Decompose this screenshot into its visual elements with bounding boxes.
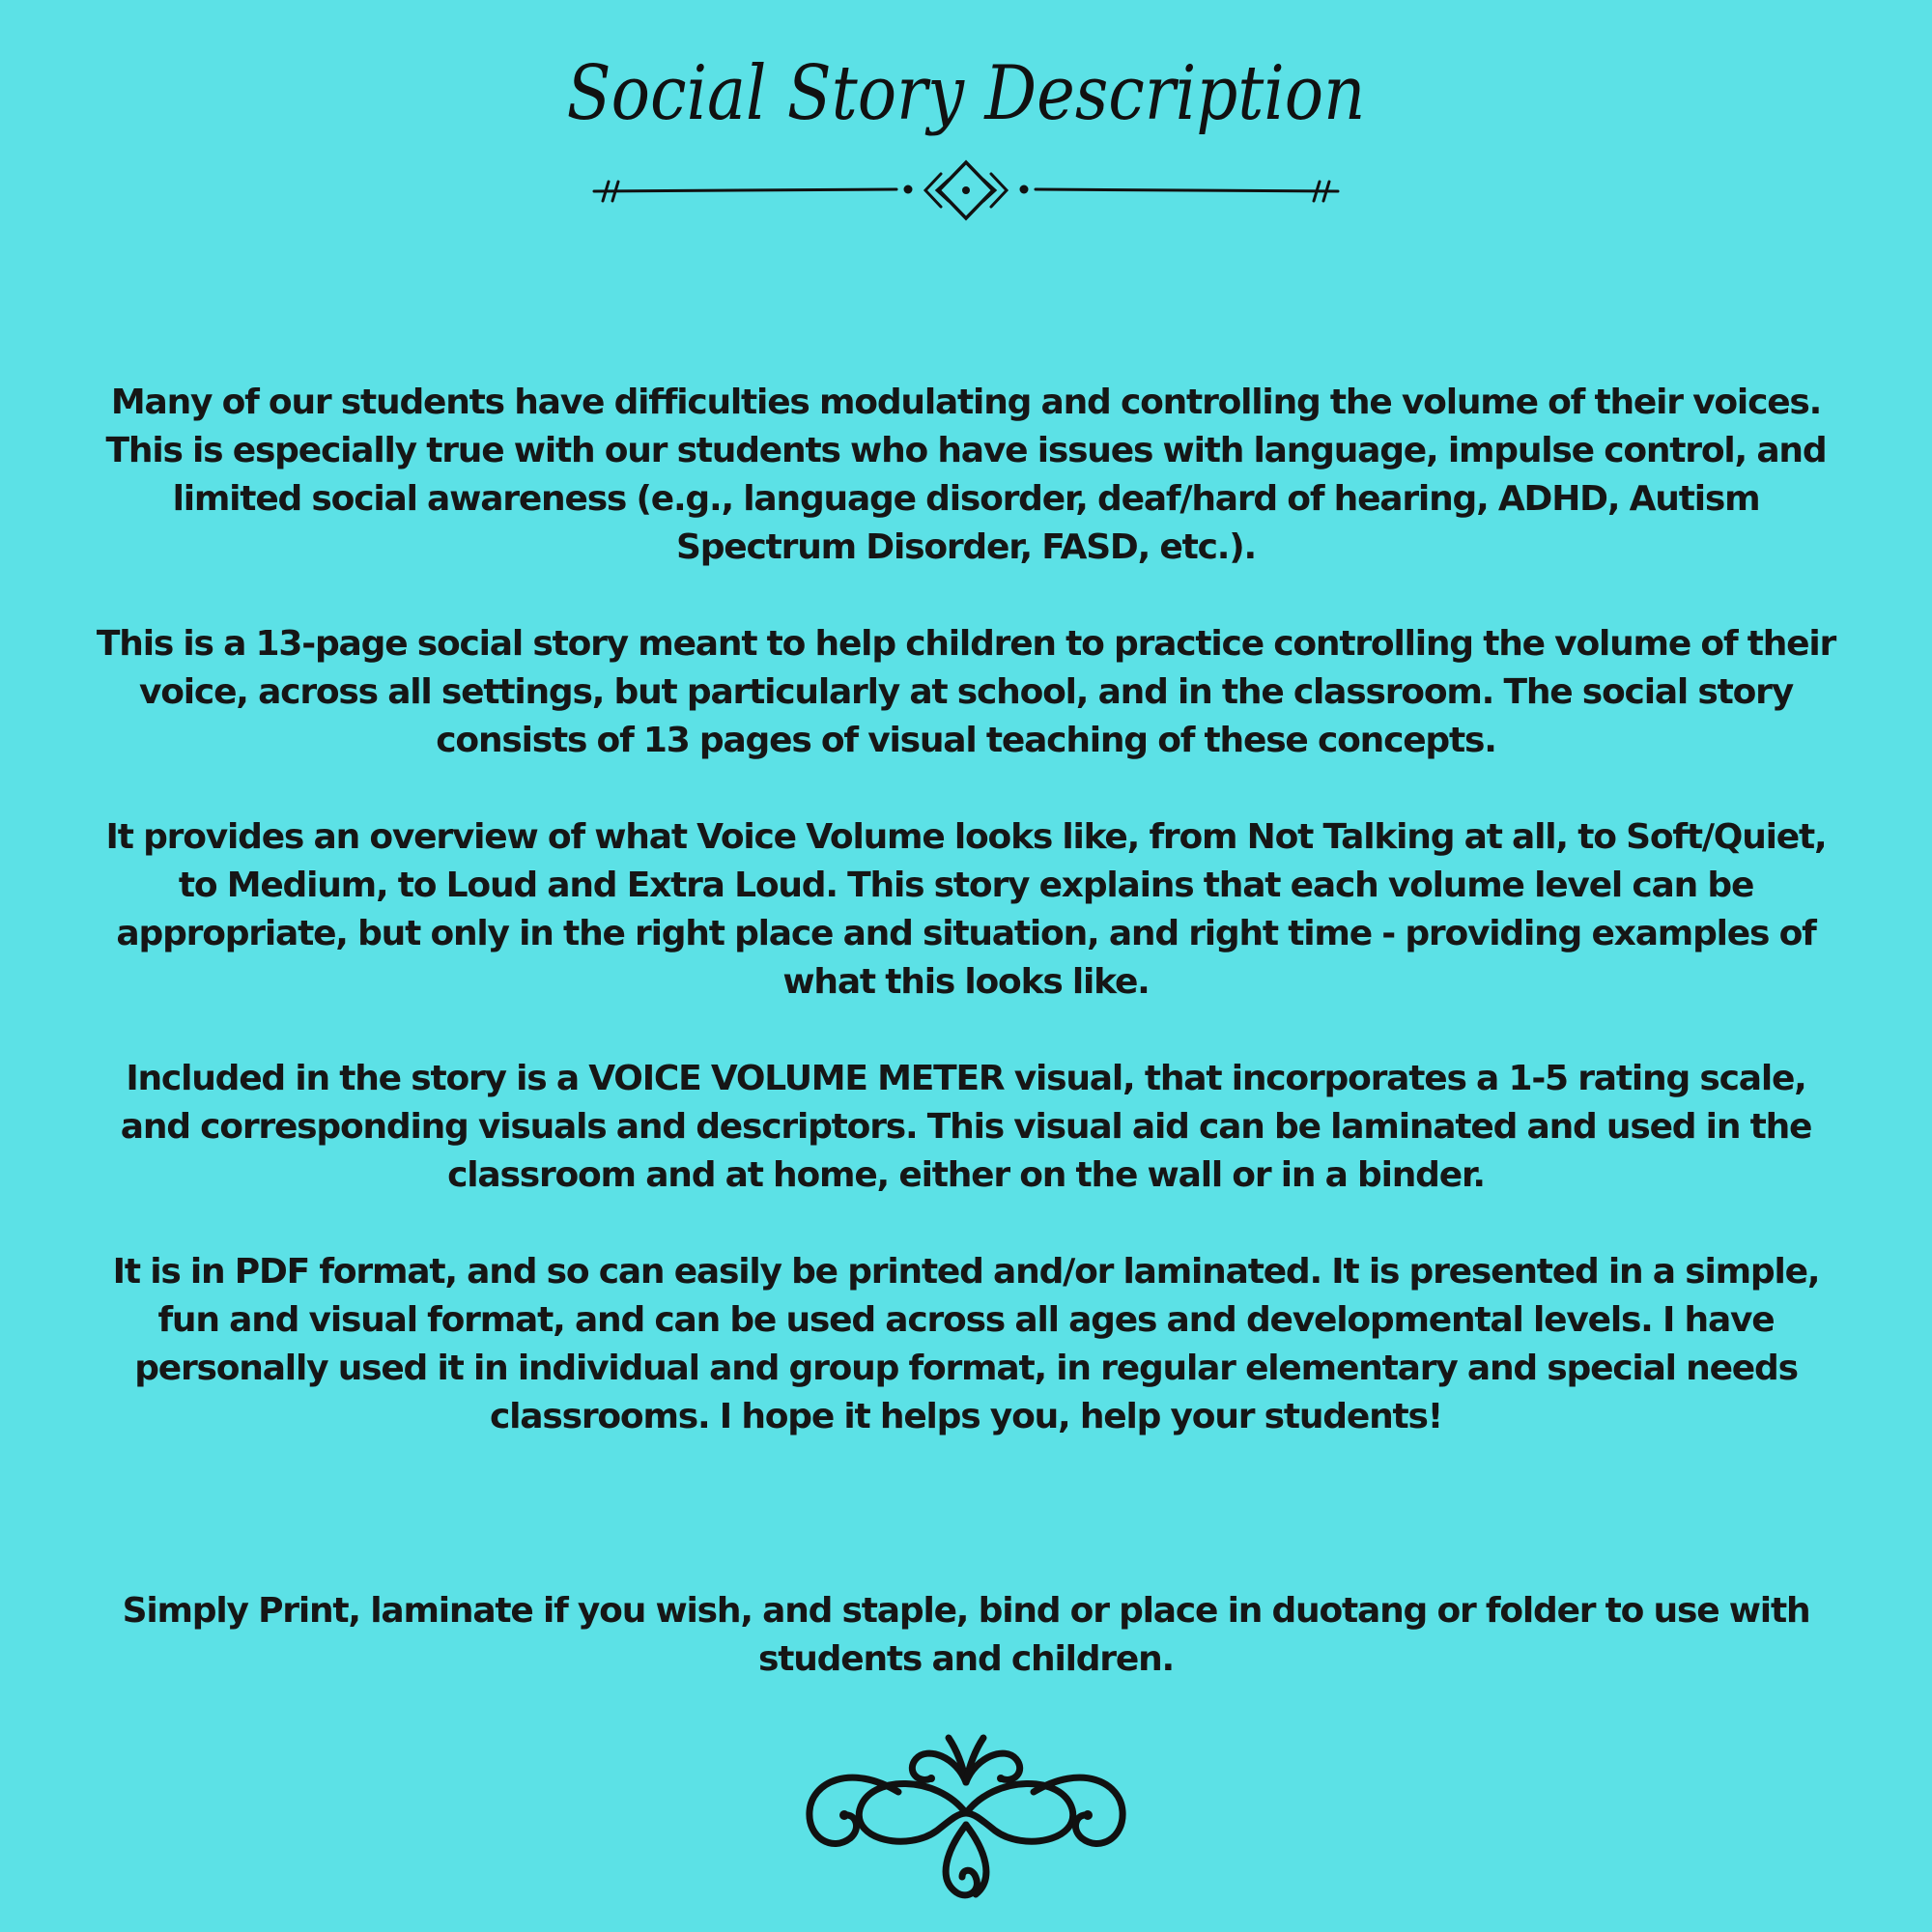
paragraph-4: Included in the story is a VOICE VOLUME METER visual, that incorporates a 1-5 rating scale, and corresponding visuals and descriptors. This visual aid can be laminated and used in the classroom and at home, either on the wall or in a binder. [120,1059,1812,1195]
page-title: Social Story Description [566,50,1366,137]
paragraph-2: This is a 13-page social story meant to help children to practice controlling the volume of their voice, across all settings, but particularly at school, and in the classroom. The social story consists of 13 pages of visual teaching of these concepts. [96,624,1836,760]
paragraph-1: Many of our students have difficulties modulating and controlling the volume of their voices. This is especially true with our students who have issues with language, impulse control, and limited social awareness (e.g., language disorder, deaf/hard of hearing, ADHD, Autism Spectrum Disorder, FASD, etc.). [105,383,1827,567]
closing-paragraph: Simply Print, laminate if you wish, and staple, bind or place in duotang or folder to use with students and children. [122,1591,1810,1679]
scroll-flourish-icon [792,1724,1140,1908]
description-body [87,379,1845,1490]
paragraph-3: It provides an overview of what Voice Volume looks like, from Not Talking at all, to Soft/Quiet, to Medium, to Loud and Extra Loud. This story explains that each volume level can be appropriate, but only in the right place and situation, and right time - providing examples of what this looks like. [105,817,1827,1002]
paragraph-5: It is in PDF format, and so can easily be printed and/or laminated. It is presented in a simple, fun and visual format, and can be used across all ages and developmental levels. I have personally used it in individual and group format, in regular elementary and special needs classrooms. I hope it helps you, help your students! [112,1252,1820,1436]
ornamental-divider-icon [589,156,1343,224]
